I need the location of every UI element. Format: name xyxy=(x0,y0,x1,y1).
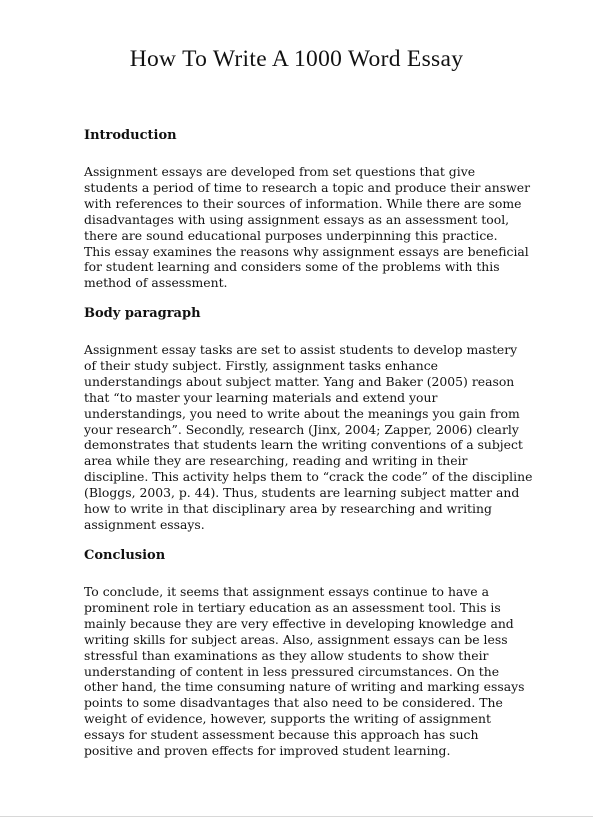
paragraph-line: understandings, you need to write about the meanings you gain from xyxy=(84,405,520,421)
paragraph-line: writing skills for subject areas. Also, assignment essays can be less xyxy=(84,631,508,647)
paragraph-line: To conclude, it seems that assignment essays continue to have a xyxy=(84,584,489,599)
paragraph-line: mainly because they are very effective in developing knowledge and xyxy=(84,615,514,631)
paragraph-line: This essay examines the reasons why assignment essays are beneficial xyxy=(84,243,529,259)
paragraph-line: assignment essays. xyxy=(84,516,205,532)
page-title: How To Write A 1000 Word Essay xyxy=(129,46,464,72)
paragraph-line: (Bloggs, 2003, p. 44). Thus, students are learning subject matter and xyxy=(84,485,520,501)
paragraph-line: points to some disadvantages that also need to be considered. The xyxy=(84,695,503,711)
paragraph-line: Assignment essays are developed from set questions that give xyxy=(84,164,476,179)
paragraph-line: that “to master your learning materials and extend your xyxy=(84,389,438,405)
paragraph-line: how to write in that disciplinary area by researching and writing xyxy=(84,501,492,517)
paragraph-line: method of assessment. xyxy=(84,275,228,291)
section-heading-introduction: Introduction xyxy=(84,128,177,143)
paragraph-line: disadvantages with using assignment essays as an assessment tool, xyxy=(84,211,510,227)
paragraph-line: there are sound educational purposes underpinning this practice. xyxy=(84,227,498,243)
paragraph-line: your research”. Secondly, research (Jinx, 2004; Zapper, 2006) clearly xyxy=(84,421,519,437)
paragraph-line: demonstrates that students learn the writing conventions of a subject xyxy=(84,437,523,453)
paragraph-line: for student learning and considers some of the problems with this xyxy=(84,259,500,275)
paragraph-line: understandings about subject matter. Yang and Baker (2005) reason xyxy=(84,373,515,389)
paragraph-line: prominent role in tertiary education as an assessment tool. This is xyxy=(84,599,501,615)
paragraph-line: with references to their sources of information. While there are some xyxy=(84,195,522,211)
paragraph-line: students a period of time to research a topic and produce their answer xyxy=(84,179,531,195)
conclusion-paragraph xyxy=(84,584,554,759)
paragraph-line: area while they are researching, reading and writing in their xyxy=(84,453,468,469)
paragraph-line: other hand, the time consuming nature of writing and marking essays xyxy=(84,679,525,695)
paragraph-line: discipline. This activity helps them to “crack the code” of the discipline xyxy=(84,469,533,485)
page-bottom-divider xyxy=(0,816,593,817)
paragraph-line: of their study subject. Firstly, assignment tasks enhance xyxy=(84,357,438,373)
section-heading-body-paragraph: Body paragraph xyxy=(84,306,201,321)
paragraph-line: Assignment essay tasks are set to assist students to develop mastery xyxy=(84,342,518,357)
section-heading-conclusion: Conclusion xyxy=(84,548,166,563)
paragraph-line: positive and proven effects for improved student learning. xyxy=(84,743,451,759)
body-paragraph xyxy=(84,342,554,533)
paragraph-line: understanding of content in less pressured circumstances. On the xyxy=(84,663,500,679)
introduction-paragraph xyxy=(84,164,554,291)
paragraph-line: essays for student assessment because this approach has such xyxy=(84,727,479,743)
paragraph-line: weight of evidence, however, supports the writing of assignment xyxy=(84,711,491,727)
paragraph-line: stressful than examinations as they allow students to show their xyxy=(84,647,489,663)
